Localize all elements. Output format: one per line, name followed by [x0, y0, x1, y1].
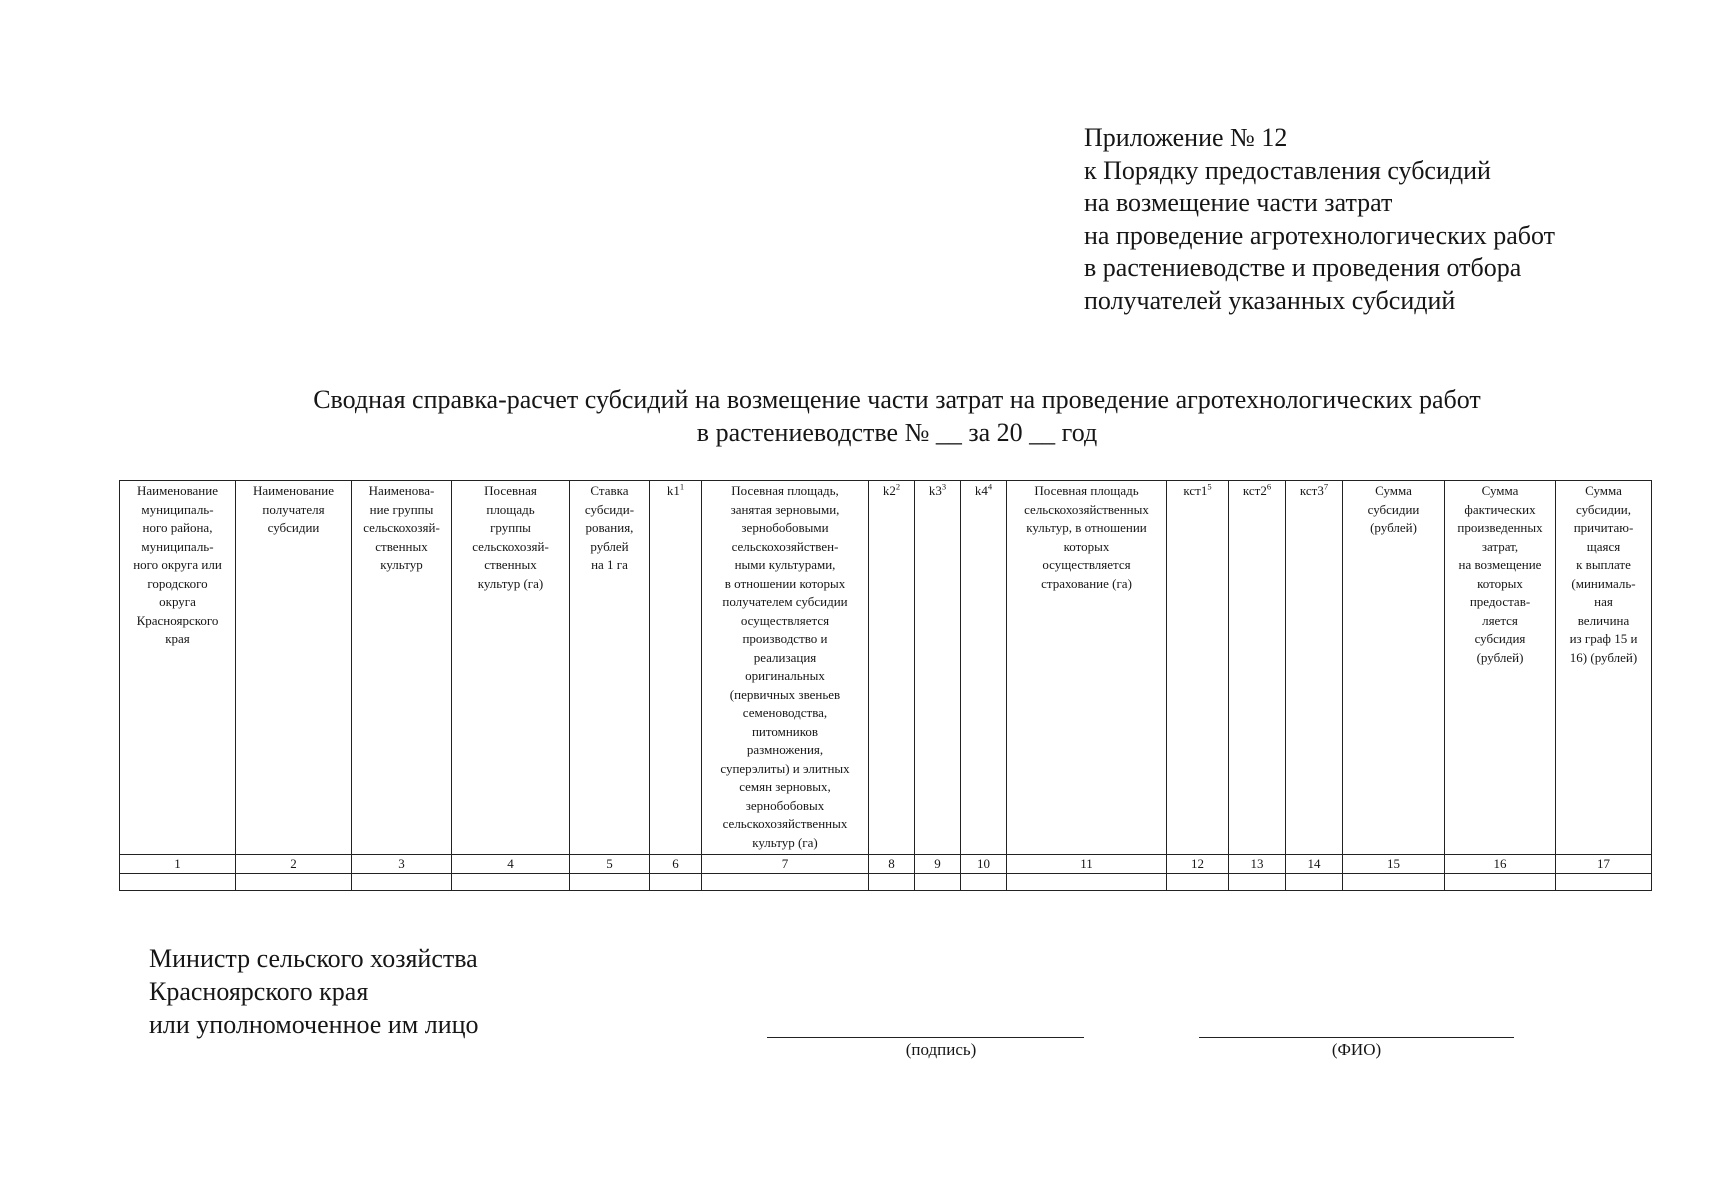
coefficient-name: кст3	[1299, 483, 1324, 498]
signature-caption: (подпись)	[905, 1040, 977, 1059]
header-line: края	[165, 631, 190, 646]
table-cell	[1007, 874, 1167, 891]
header-line: оригинальных	[745, 668, 825, 683]
header-line: (первичных звеньев	[729, 686, 841, 702]
header-line: ние группы	[369, 501, 434, 517]
column-number-row	[120, 855, 1652, 874]
header-line: ная	[1594, 594, 1613, 609]
table-cell	[452, 874, 570, 891]
column-header-7	[702, 481, 869, 855]
column-number: 6	[650, 855, 702, 874]
header-line: осуществляется	[740, 612, 830, 628]
column-number: 3	[352, 855, 452, 874]
header-line: субсиди-	[584, 501, 635, 517]
column-number: 8	[869, 855, 915, 874]
column-header-9	[915, 481, 961, 855]
footnote-mark: 3	[941, 481, 947, 492]
header-line: сельскохозяйственных	[1024, 501, 1149, 517]
table-cell	[1445, 874, 1556, 891]
column-number: 14	[1286, 855, 1343, 874]
title-line: в растениеводстве № __ за 20 __ год	[696, 418, 1098, 447]
column-number: 1	[120, 855, 236, 874]
subsidy-calculation-table	[119, 480, 1652, 891]
table-cell	[650, 874, 702, 891]
column-number: 11	[1007, 855, 1167, 874]
table-cell	[869, 874, 915, 891]
header-line: (рублей)	[1476, 649, 1524, 665]
footnote-mark: 2	[895, 481, 901, 492]
header-line: (минималь-	[1571, 575, 1636, 591]
table-cell	[1286, 874, 1343, 891]
column-header-6	[650, 481, 702, 855]
header-line: получателем субсидии	[722, 594, 848, 609]
header-line: Посевная площадь	[1034, 483, 1139, 498]
header-line: на возмещение	[1458, 557, 1542, 572]
header-line: округа	[159, 594, 196, 609]
column-header-15	[1343, 481, 1445, 855]
table-cell	[236, 874, 352, 891]
header-line: Наименова-	[368, 483, 435, 498]
header-line: ственных	[375, 538, 428, 554]
signature-line	[767, 1037, 1084, 1038]
header-line: культур (га)	[752, 834, 818, 850]
header-line: занятая зерновыми,	[730, 501, 840, 517]
table-cell	[961, 874, 1007, 891]
header-line: 16) (рублей)	[1569, 649, 1638, 665]
document-title	[147, 383, 1647, 449]
header-line: Сумма	[1585, 483, 1622, 498]
header-line: субсидии,	[1575, 501, 1632, 517]
header-line: затрат,	[1481, 538, 1519, 554]
coefficient-name: k3	[928, 483, 942, 498]
table-cell	[570, 874, 650, 891]
header-line: причитаю-	[1573, 520, 1634, 535]
header-line: которых	[1063, 538, 1110, 554]
table-header-row	[120, 481, 1652, 855]
column-number: 10	[961, 855, 1007, 874]
column-header-2	[236, 481, 352, 855]
header-line: муниципаль-	[141, 538, 214, 554]
header-line: Наименование	[137, 483, 218, 498]
header-line: ляется	[1482, 612, 1518, 628]
table-cell	[1343, 874, 1445, 891]
header-line: (рублей)	[1370, 520, 1417, 535]
coefficient-name: k4	[974, 483, 988, 498]
footnote-mark: 7	[1323, 481, 1329, 492]
table-cell	[702, 874, 869, 891]
header-line: ными культурами,	[734, 557, 836, 572]
header-line: зернобобовыми	[741, 520, 829, 535]
coefficient-name: кст2	[1242, 483, 1267, 498]
header-line: Посевная	[484, 483, 537, 498]
header-line: городского	[147, 575, 208, 591]
coefficient-label	[961, 482, 1006, 501]
header-line: Красноярского	[136, 612, 219, 628]
header-line: Посевная площадь,	[731, 483, 839, 498]
footnote-mark: 1	[679, 481, 685, 492]
table-cell	[1167, 874, 1229, 891]
title-line: Сводная справка-расчет субсидий на возмещение части затрат на проведение агротехнологических работ	[313, 385, 1481, 414]
header-line: Ставка	[590, 483, 629, 498]
coefficient-label	[1286, 482, 1342, 501]
header-line: рублей	[590, 538, 629, 554]
appendix-line: на возмещение части затрат	[1084, 188, 1393, 218]
column-header-16	[1445, 481, 1556, 855]
position-line: Красноярского края	[149, 977, 369, 1006]
table-cell	[352, 874, 452, 891]
column-header-10	[961, 481, 1007, 855]
column-number: 17	[1556, 855, 1652, 874]
name-line	[1199, 1037, 1514, 1038]
header-line: культур (га)	[477, 575, 544, 591]
header-line: семеноводства,	[742, 705, 828, 720]
header-line: культур, в отношении	[1026, 520, 1147, 535]
header-line: площадь	[486, 501, 535, 517]
header-line: сельскохозяй-	[363, 520, 440, 535]
header-line: семян зерновых,	[739, 779, 831, 794]
footnote-mark: 6	[1266, 481, 1272, 492]
appendix-line: получателей указанных субсидий	[1084, 285, 1456, 315]
header-line: питомников	[751, 723, 819, 739]
header-line: размножения,	[746, 742, 824, 757]
column-number: 9	[915, 855, 961, 874]
coefficient-label	[915, 482, 960, 501]
column-header-4	[452, 481, 570, 855]
column-number: 15	[1343, 855, 1445, 874]
column-number: 12	[1167, 855, 1229, 874]
column-number: 16	[1445, 855, 1556, 874]
coefficient-label	[650, 482, 701, 501]
header-line: в отношении которых	[724, 575, 846, 591]
column-number: 2	[236, 855, 352, 874]
header-line: сельскохозяйствен-	[731, 538, 839, 554]
header-line: получателя	[262, 501, 325, 517]
coefficient-label	[1229, 482, 1285, 501]
header-line: ственных	[484, 557, 537, 572]
coefficient-name: k1	[666, 483, 680, 498]
table-cell	[915, 874, 961, 891]
header-line: к выплате	[1576, 557, 1631, 572]
header-line: произведенных	[1457, 520, 1543, 535]
name-caption: (ФИО)	[1331, 1040, 1382, 1059]
coefficient-label	[1167, 482, 1228, 501]
column-header-11	[1007, 481, 1167, 855]
header-line: муниципаль-	[141, 501, 214, 517]
header-line: реализация	[753, 649, 817, 665]
column-number: 5	[570, 855, 650, 874]
header-line: суперэлиты) и элитных	[720, 760, 850, 776]
table-cell	[1229, 874, 1286, 891]
signatory-position	[149, 942, 479, 1041]
header-line: Сумма	[1375, 483, 1412, 498]
footnote-mark: 5	[1207, 481, 1212, 492]
table-cell	[1556, 874, 1652, 891]
header-line: на 1 га	[591, 557, 628, 572]
column-header-12	[1167, 481, 1229, 855]
header-line: рования,	[585, 520, 634, 535]
header-line: Наименование	[253, 483, 334, 498]
header-line: субсидии	[267, 520, 320, 535]
header-line: ного округа или	[133, 557, 222, 572]
appendix-line: Приложение № 12	[1084, 123, 1288, 152]
header-line: страхование (га)	[1041, 575, 1132, 591]
appendix-line: в растениеводстве и проведения отбора	[1084, 253, 1522, 283]
column-header-13	[1229, 481, 1286, 855]
header-line: субсидия	[1474, 631, 1526, 646]
header-line: фактических	[1464, 501, 1536, 517]
header-line: культур	[380, 557, 423, 572]
header-line: которых	[1477, 575, 1523, 591]
appendix-line: к Порядку предоставления субсидий	[1084, 155, 1491, 185]
appendix-line: на проведение агротехнологических работ	[1084, 220, 1556, 250]
column-header-17	[1556, 481, 1652, 855]
header-line: производство и	[742, 631, 828, 646]
appendix-heading	[1084, 122, 1555, 318]
column-number: 4	[452, 855, 570, 874]
coefficient-label	[869, 482, 914, 501]
header-line: субсидии	[1367, 501, 1420, 517]
table-row	[120, 874, 1652, 891]
header-line: величина	[1577, 612, 1630, 628]
position-line: или уполномоченное им лицо	[149, 1010, 479, 1039]
table-cell	[120, 874, 236, 891]
header-line: щаяся	[1586, 538, 1621, 554]
column-header-1	[120, 481, 236, 855]
header-line: ного района,	[142, 520, 213, 535]
column-header-3	[352, 481, 452, 855]
header-line: осуществляется	[1042, 557, 1131, 572]
column-header-8	[869, 481, 915, 855]
header-line: сельскохозяй-	[472, 538, 549, 554]
column-number: 7	[702, 855, 869, 874]
header-line: сельскохозяйственных	[722, 816, 848, 831]
column-number: 13	[1229, 855, 1286, 874]
header-line: предостав-	[1469, 594, 1531, 609]
column-header-5	[570, 481, 650, 855]
coefficient-name: кст1	[1183, 483, 1208, 498]
position-line: Министр сельского хозяйства	[149, 944, 478, 973]
header-line: Сумма	[1481, 483, 1519, 498]
header-line: группы	[490, 520, 531, 535]
header-line: зернобобовых	[745, 797, 825, 813]
coefficient-name: k2	[882, 483, 896, 498]
footnote-mark: 4	[987, 481, 993, 492]
column-header-14	[1286, 481, 1343, 855]
header-line: из граф 15 и	[1569, 631, 1638, 646]
